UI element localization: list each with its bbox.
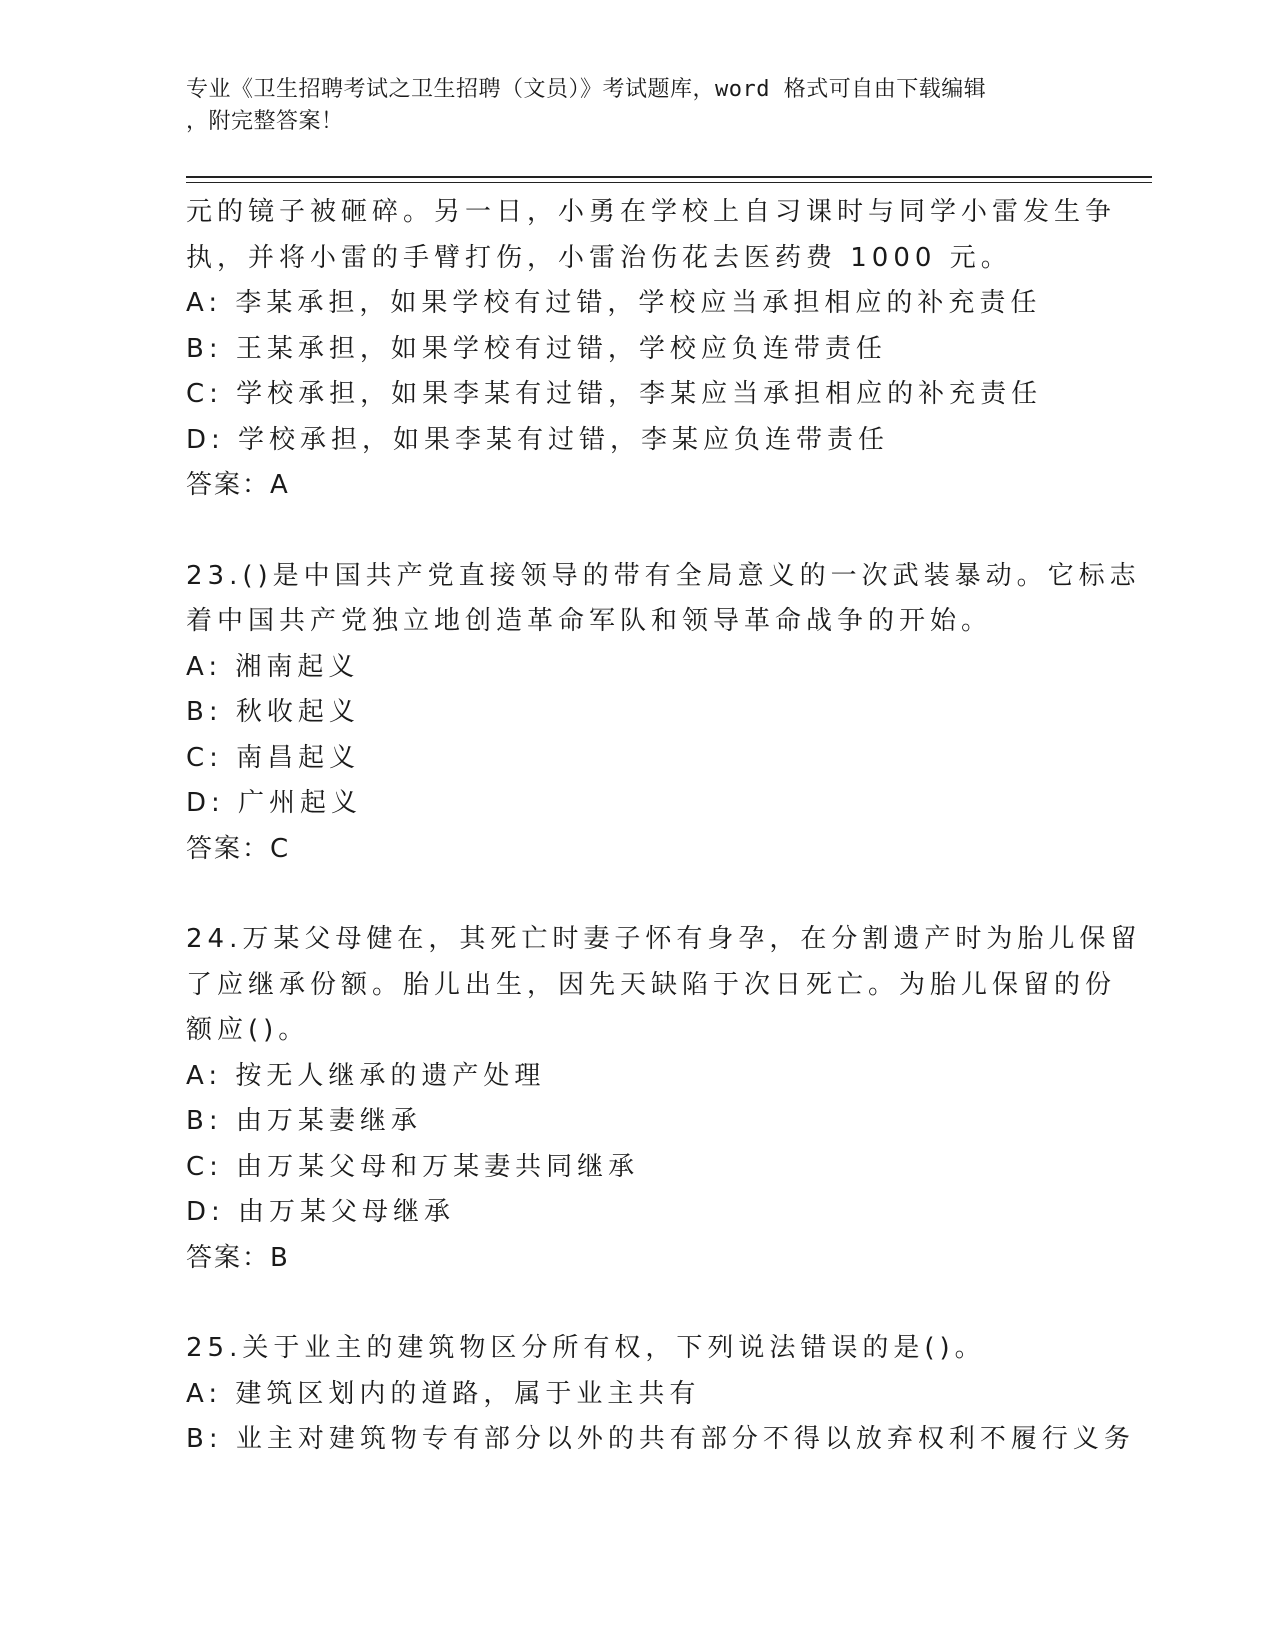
- header-title-line-1: 专业《卫生招聘考试之卫生招聘（文员）》考试题库，word 格式可自由下载编辑: [186, 77, 987, 102]
- option-b: B: 秋收起义: [186, 697, 360, 727]
- header-divider-thick: [186, 176, 1152, 178]
- header-title-line-2: ，附完整答案！: [186, 109, 344, 134]
- question-stem-line: 执，并将小雷的手臂打伤，小雷治伤花去医药费 1000 元。: [186, 242, 1012, 273]
- option-a: A: 建筑区划内的道路，属于业主共有: [186, 1378, 701, 1409]
- question-stem-line: 了应继承份额。胎儿出生，因先天缺陷于次日死亡。为胎儿保留的份: [186, 969, 1117, 1000]
- option-a: A: 李某承担，如果学校有过错，学校应当承担相应的补充责任: [186, 288, 1042, 318]
- option-a: A: 湘南起义: [186, 651, 360, 682]
- option-c: C: 由万某父母和万某妻共同继承: [186, 1151, 640, 1182]
- spacer: [186, 1281, 1086, 1326]
- answer-line: 答案：A: [186, 470, 290, 500]
- question-stem-line: 23.()是中国共产党直接领导的带有全局意义的一次武装暴动。它标志: [186, 560, 1141, 591]
- page-header: [186, 74, 1066, 138]
- option-d: D: 学校承担，如果李某有过错，李某应负连带责任: [186, 424, 890, 455]
- option-c: C: 南昌起义: [186, 742, 361, 773]
- option-b: B: 王某承担，如果学校有过错，学校应负连带责任: [186, 333, 887, 364]
- header-divider-thin: [186, 182, 1152, 183]
- option-b: B: 由万某妻继承: [186, 1106, 422, 1136]
- answer-line: 答案：B: [186, 1242, 290, 1273]
- question-25: [186, 1326, 1135, 1463]
- option-b: B: 业主对建筑物专有部分以外的共有部分不得以放弃权利不履行义务: [186, 1424, 1135, 1454]
- spacer: [186, 872, 1086, 917]
- question-stem-line: 24.万某父母健在，其死亡时妻子怀有身孕，在分割遗产时为胎儿保留: [186, 924, 1142, 954]
- option-d: D: 由万某父母继承: [186, 1197, 456, 1227]
- option-c: C: 学校承担，如果李某有过错，李某应当承担相应的补充责任: [186, 379, 1043, 409]
- question-stem-line: 着中国共产党独立地创造革命军队和领导革命战争的开始。: [186, 606, 993, 636]
- question-stem-line: 额应()。: [186, 1015, 310, 1045]
- spacer: [186, 509, 1086, 554]
- question-stem-line: 25.关于业主的建筑物区分所有权，下列说法错误的是()。: [186, 1333, 986, 1363]
- question-22: [186, 190, 1117, 509]
- question-23: [186, 554, 1141, 873]
- option-d: D: 广州起义: [186, 788, 363, 818]
- option-a: A: 按无人继承的遗产处理: [186, 1060, 546, 1091]
- question-content: [186, 190, 1142, 1463]
- answer-line: 答案：C: [186, 833, 291, 864]
- question-24: [186, 917, 1142, 1281]
- question-stem-line: 元的镜子被砸碎。另一日，小勇在学校上自习课时与同学小雷发生争: [186, 197, 1117, 227]
